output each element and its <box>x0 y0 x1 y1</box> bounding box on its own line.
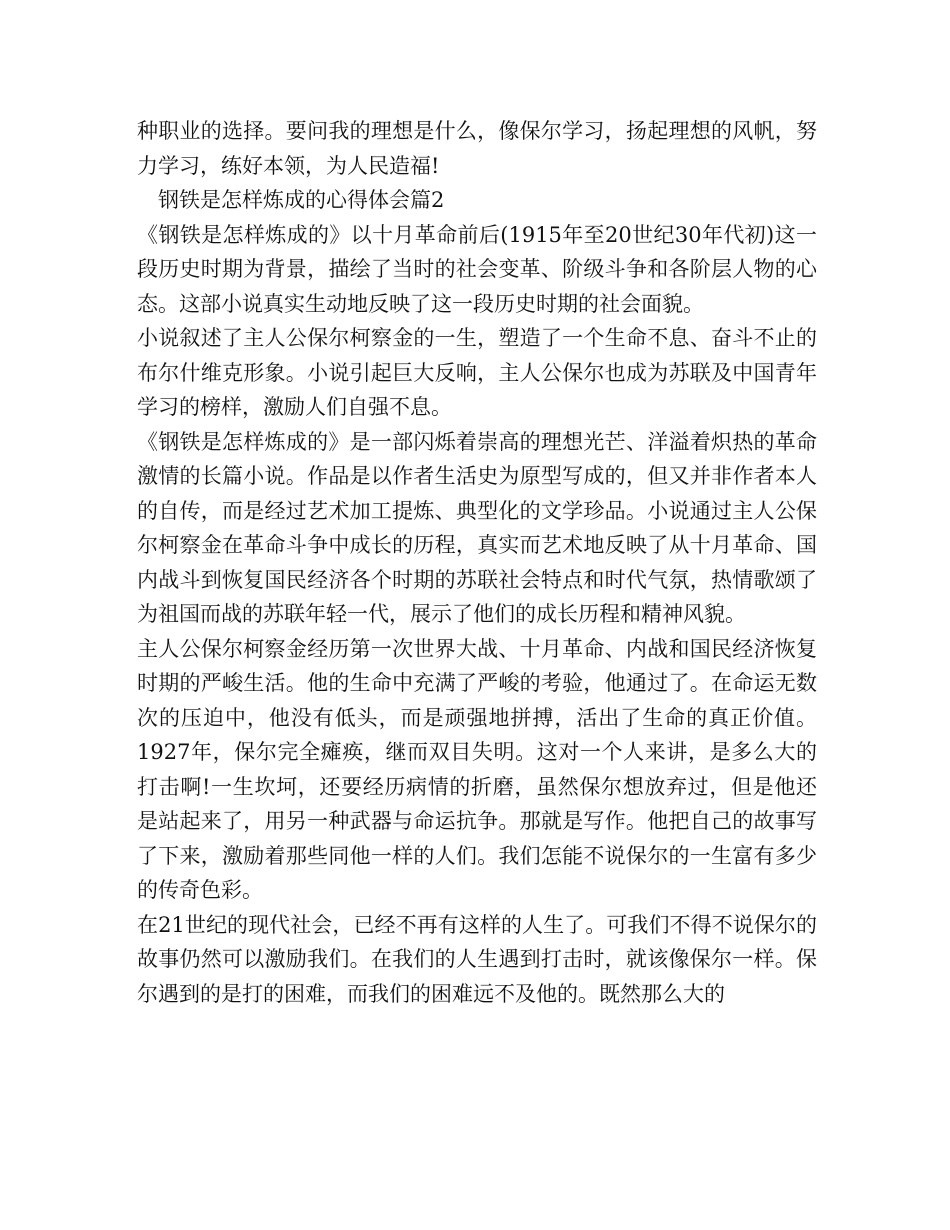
paragraph-protagonist: 主人公保尔柯察金经历第一次世界大战、十月革命、内战和国民经济恢复时期的严峻生活。他的生命中充满了严峻的考验，他通过了。在命运无数次的压迫中，他没有低头，而是顽强地拼搏，活出了生命的真正价值。1927年，保尔完全瘫痪，继而双目失明。这对一个人来讲，是多么大的打击啊!一生坎坷，还要经历病情的折磨，虽然保尔想放弃过，但是他还是站起来了，用另一种武器与命运抗争。那就是写作。他把自己的故事写了下来，激励着那些同他一样的人们。我们怎能不说保尔的一生富有多少的传奇色彩。 <box>137 636 817 902</box>
paragraph-continuation: 种职业的选择。要问我的理想是什么，像保尔学习，扬起理想的风帆，努力学习，练好本领，为人民造福! <box>137 119 817 178</box>
paragraph-modern: 在21世纪的现代社会，已经不再有这样的人生了。可我们不得不说保尔的故事仍然可以激励我们。在我们的人生遇到打击时，就该像保尔一样。保尔遇到的是打的困难，而我们的困难远不及他的。既然那么大的 <box>137 912 817 1006</box>
paragraph-analysis: 《钢铁是怎样炼成的》是一部闪烁着崇高的理想光芒、洋溢着炽热的革命激情的长篇小说。作品是以作者生活史为原型写成的，但又并非作者本人的自传，而是经过艺术加工提炼、典型化的文学珍品。小说通过主人公保尔柯察金在革命斗争中成长的历程，真实而艺术地反映了从十月革命、国内战斗到恢复国民经济各个时期的苏联社会特点和时代气氛，热情歌颂了为祖国而战的苏联年轻一代，展示了他们的成长历程和精神风貌。 <box>137 429 817 626</box>
paragraph-summary: 小说叙述了主人公保尔柯察金的一生，塑造了一个生命不息、奋斗不止的布尔什维克形象。小说引起巨大反响，主人公保尔也成为苏联及中国青年学习的榜样，激励人们自强不息。 <box>137 326 817 419</box>
section-heading: 钢铁是怎样炼成的心得体会篇2 <box>137 188 445 212</box>
paragraph-intro: 《钢铁是怎样炼成的》以十月革命前后(1915年至20世纪30年代初)这一段历史时期为背景，描绘了当时的社会变革、阶级斗争和各阶层人物的心态。这部小说真实生动地反映了这一段历史时期的社会面貌。 <box>137 222 817 316</box>
document-body <box>137 114 817 1011</box>
